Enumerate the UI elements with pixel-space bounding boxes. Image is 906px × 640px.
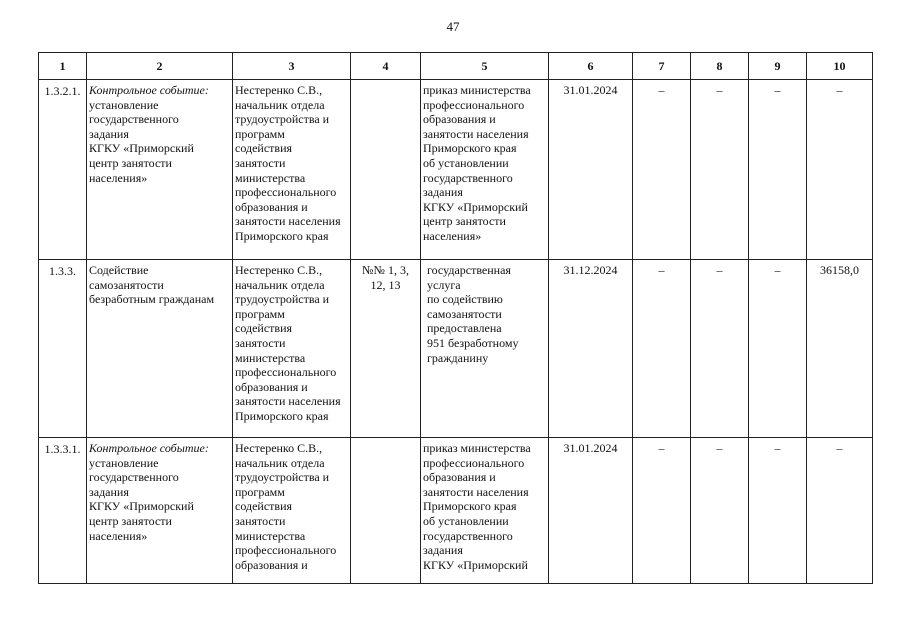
funding-col-8: – [716, 83, 723, 97]
item-description: установление государственного задания КГКУ «Приморский центр занятости населения» [89, 97, 194, 185]
control-event-label: Контрольное событие: [89, 441, 209, 455]
page-number: 47 [446, 19, 460, 34]
due-date: 31.12.2024 [563, 263, 618, 277]
responsible-person: Нестеренко С.В., начальник отдела трудоустройства и программ содействия занятости министерства профессионального образования и занятости населения Приморского края [235, 83, 341, 243]
item-number: 1.3.2.1. [44, 84, 81, 98]
funding-col-9: – [774, 441, 781, 455]
indicator-numbers [351, 80, 420, 83]
expected-result: приказ министерства профессионального образования и занятости населения Приморского края об установлении государственного задания КГКУ «Приморский центр занятости населения» [423, 83, 531, 243]
column-header: 3 [233, 53, 351, 80]
expected-result: приказ министерства профессионального образования и занятости населения Приморского края об установлении государственного задания КГКУ «Приморский [423, 441, 531, 572]
funding-col-7: – [658, 83, 665, 97]
due-date: 31.01.2024 [563, 83, 618, 97]
item-description: установление государственного задания КГКУ «Приморский центр занятости населения» [89, 455, 194, 543]
column-header: 6 [549, 53, 633, 80]
indicator-numbers: №№ 1, 3, 12, 13 [362, 263, 409, 292]
funding-col-7: – [658, 263, 665, 277]
funding-col-10: 36158,0 [820, 263, 859, 277]
item-number: 1.3.3. [49, 264, 76, 278]
column-header: 2 [87, 53, 233, 80]
table-row [39, 438, 873, 584]
due-date: 31.01.2024 [563, 441, 618, 455]
column-header: 4 [351, 53, 421, 80]
funding-col-8: – [716, 263, 723, 277]
funding-col-7: – [658, 441, 665, 455]
column-header: 8 [691, 53, 749, 80]
funding-col-9: – [774, 263, 781, 277]
column-header: 1 [39, 53, 87, 80]
funding-col-10: – [836, 83, 843, 97]
column-header: 5 [421, 53, 549, 80]
item-description: Содействие самозанятости безработным гражданам [89, 263, 215, 307]
table-row [39, 260, 873, 438]
funding-col-9: – [774, 83, 781, 97]
funding-col-10: – [836, 441, 843, 455]
column-header: 9 [749, 53, 807, 80]
control-event-label: Контрольное событие: [89, 83, 209, 97]
responsible-person: Нестеренко С.В., начальник отдела трудоустройства и программ содействия занятости министерства профессионального образования и занятости населения Приморского края [235, 263, 341, 423]
column-header: 7 [633, 53, 691, 80]
responsible-person: Нестеренко С.В., начальник отдела трудоустройства и программ содействия занятости министерства профессионального образования и [235, 441, 337, 572]
header-row [39, 53, 873, 80]
expected-result: государственная услуга по содействию самозанятости предоставлена 951 безработному гражданину [427, 263, 519, 365]
column-header: 10 [807, 53, 873, 80]
funding-col-8: – [716, 441, 723, 455]
table-row [39, 80, 873, 260]
indicator-numbers [351, 438, 420, 441]
item-number: 1.3.3.1. [44, 442, 81, 456]
plan-table [38, 52, 873, 584]
